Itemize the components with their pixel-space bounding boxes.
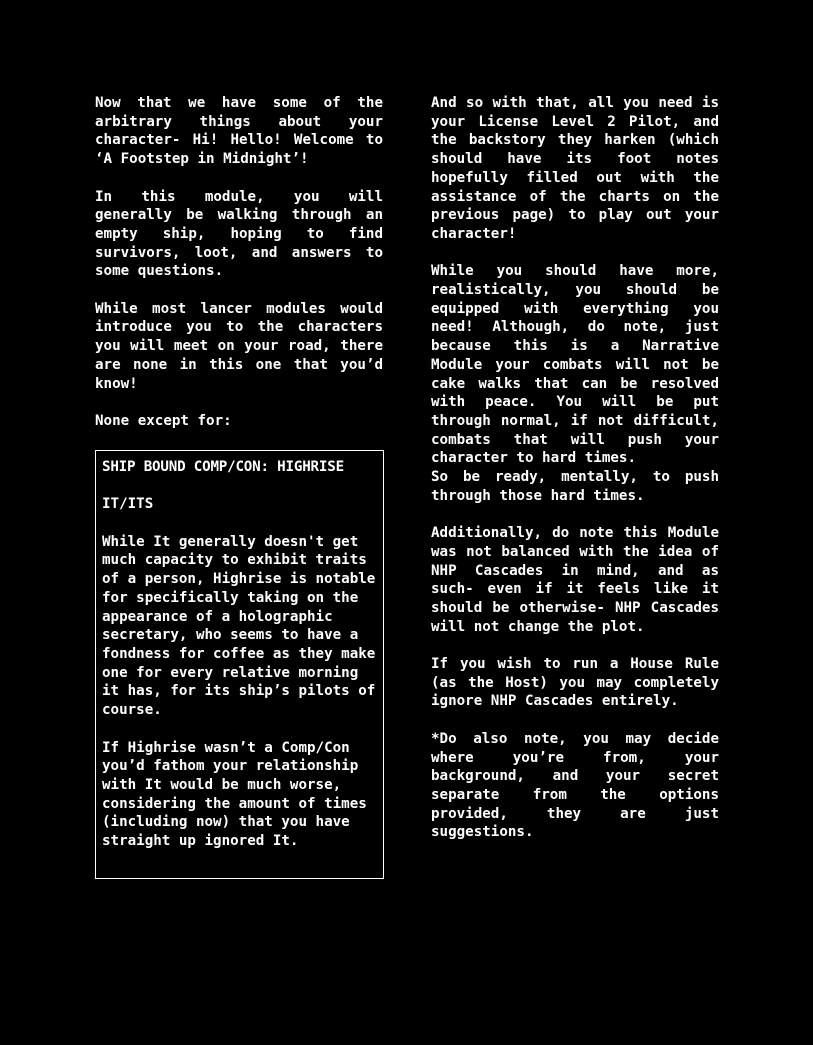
nhp-cascades-paragraph: Additionally, do note this Module was not balanced with the idea of NHP Cascades in mind, and as such- even if it feels like it should be otherwise- NHP Cascades will not change the plot. [431,525,719,635]
house-rule-paragraph: If you wish to run a House Rule (as the Host) you may completely ignore NHP Cascades entirely. [431,656,719,710]
note-paragraph: *Do also note, you may decide where you’re from, your background, and your secret separate from the options provided, they are just suggestions. [431,730,719,841]
requirements-paragraph: And so with that, all you need is your License Level 2 Pilot, and the backstory they harken (which should have its foot notes hopefully filled out with the assistance of the charts on the previous page) to play out your character! [431,95,719,242]
left-column [95,94,383,431]
npc-info-box [95,450,384,879]
combat-warning-paragraph: While you should have more, realistically, you should be equipped with everything you need! Although, do note, just because this is a Narrative Module your combats will not be cake walks that can be resolved with peace. You will be put through normal, if not difficult, combats that will push your character to hard times. [431,263,719,467]
npc-pronouns: IT/ITS [102,496,154,513]
intro-paragraph: Now that we have some of the arbitrary things about your character- Hi! Hello! Welcome to ‘A Footstep in Midnight’! [95,95,383,168]
be-ready-paragraph: So be ready, mentally, to push through those hard times. [431,469,719,504]
right-column [431,94,719,842]
none-except-paragraph: None except for: [95,412,232,429]
npc-relationship: If Highrise wasn’t a Comp/Con you’d fathom your relationship with It would be much worse, considering the amount of times (including now) that you have straight up ignored It. [102,739,367,850]
npc-description: While It generally doesn't get much capacity to exhibit traits of a person, Highrise is notable for specifically taking on the appearance of a holographic secretary, who seems to have a fondness for coffee as they make one for every relative morning it has, for its ship’s pilots of course. [102,533,376,719]
module-overview-paragraph: In this module, you will generally be walking through an empty ship, hoping to find survivors, loot, and answers to some questions. [95,188,383,280]
characters-paragraph: While most lancer modules would introduce you to the characters you will meet on your road, there are none in this one that you’d know! [95,300,383,392]
npc-title: SHIP BOUND COMP/CON: HIGHRISE [102,459,344,475]
